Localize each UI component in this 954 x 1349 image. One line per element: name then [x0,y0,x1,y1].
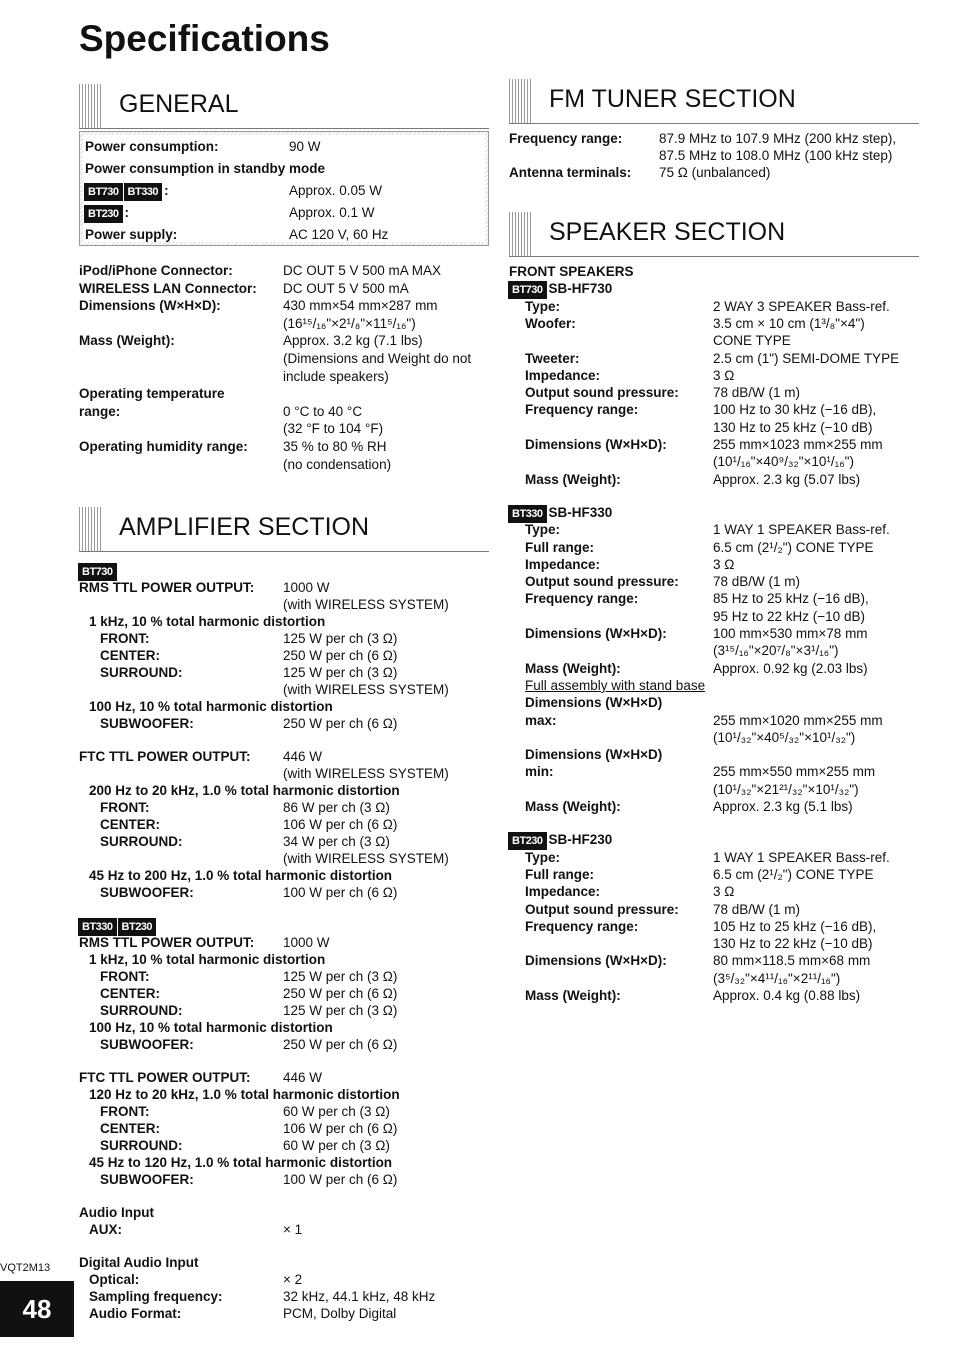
spec-label: AUX: [89,1222,122,1237]
spec-label: Dimensions (W×H×D) [525,747,663,763]
spec-value: include speakers) [283,368,389,384]
spec-value: 3 Ω [713,367,735,383]
model-badge-row [509,280,612,298]
badge-bt330: BT330 [509,506,546,522]
spec-value: 60 W per ch (3 Ω) [283,1138,390,1153]
spec-label: SURROUND: [100,834,183,849]
spec-value: 2.5 cm (1") SEMI-DOME TYPE [713,350,900,366]
spec-label: Audio Input [79,1205,154,1220]
spec-value: 446 W [283,1070,323,1085]
spec-label: Frequency range: [525,402,639,418]
badge-bt330: BT330 [79,919,116,935]
spec-value: Approx. 3.2 kg (7.1 lbs) [283,333,423,349]
spec-value: 255 mm×550 mm×255 mm [713,764,876,780]
spec-label: SUBWOOFER: [100,1037,194,1052]
spec-value: 130 Hz to 22 kHz (−10 dB) [713,936,873,952]
heading-bar-decoration [79,84,103,128]
spec-label: Mass (Weight): [79,333,175,349]
spec-label: Sampling frequency: [89,1289,223,1304]
spec-label: Woofer: [525,315,576,331]
badge-bt230: BT230 [509,833,546,849]
spec-value: 125 W per ch (3 Ω) [283,631,398,646]
badge-bt730: BT730 [85,184,122,200]
spec-value: (Dimensions and Weight do not [283,351,472,366]
heading-bar-decoration [79,507,103,551]
spec-value: Approx. 0.4 kg (0.88 lbs) [713,988,861,1003]
spec-value: × 1 [283,1222,303,1237]
general-heading [79,84,489,129]
spec-label: 1 kHz, 10 % total harmonic distortion [89,952,326,967]
spec-value: 125 W per ch (3 Ω) [283,665,398,680]
spec-label: Full range: [525,539,595,555]
spec-label: Mass (Weight): [525,988,621,1003]
badge-bt230: BT230 [119,919,156,935]
spec-value: 1 WAY 1 SPEAKER Bass-ref. [713,849,890,865]
spec-label: Optical: [89,1272,140,1287]
spec-value: 100 Hz to 30 kHz (−16 dB), [713,402,877,418]
spec-label: Impedance: [525,884,601,900]
fm-tuner-heading-text: FM TUNER SECTION [549,85,796,113]
spec-label: FRONT: [100,631,150,646]
spec-label: Mass (Weight): [525,799,621,814]
spec-value: 250 W per ch (6 Ω) [283,1037,398,1052]
spec-value: PCM, Dolby Digital [283,1306,397,1321]
spec-value: 95 Hz to 22 kHz (−10 dB) [713,608,865,624]
model-badge-row [79,917,158,935]
spec-value: 78 dB/W (1 m) [713,574,801,590]
spec-label: FRONT: [100,800,150,815]
spec-label: SURROUND: [100,665,183,680]
spec-label: Tweeter: [525,350,580,366]
spec-value: 85 Hz to 25 kHz (−16 dB), [713,591,869,607]
fm-tuner-heading [509,79,919,124]
spec-label: 45 Hz to 200 Hz, 1.0 % total harmonic distortion [89,868,393,883]
spec-label: SUBWOOFER: [100,716,194,731]
spec-value: × 2 [283,1272,303,1287]
spec-label: 45 Hz to 120 Hz, 1.0 % total harmonic distortion [89,1155,393,1170]
spec-value: (with WIRELESS SYSTEM) [283,682,449,697]
spec-value: 3 Ω [713,884,735,900]
badge-bt730: BT730 [509,282,546,298]
spec-label: Dimensions (W×H×D) [525,695,663,711]
spec-value: (3⁵/₃₂"×4¹¹/₁₆"×2¹¹/₁₆") [713,970,841,986]
spec-value: 250 W per ch (6 Ω) [283,986,398,1001]
spec-value: 125 W per ch (3 Ω) [283,969,398,984]
spec-label: range: [79,403,121,419]
model-badge-row [509,831,612,849]
model-badge-row [509,504,612,522]
spec-label: SUBWOOFER: [100,1172,194,1187]
spec-value: 86 W per ch (3 Ω) [283,800,390,815]
spec-value: DC OUT 5 V 500 mA MAX [283,263,442,278]
spec-value: CONE TYPE [713,333,791,349]
spec-label: SURROUND: [100,1138,183,1153]
spec-value: 78 dB/W (1 m) [713,901,801,917]
spec-value: 105 Hz to 25 kHz (−16 dB), [713,918,877,934]
spec-value: 80 mm×118.5 mm×68 mm [713,953,871,969]
spec-value: Approx. 2.3 kg (5.07 lbs) [713,471,861,487]
spec-value: 3 Ω [713,556,735,572]
spec-label: Output sound pressure: [525,574,679,590]
spec-value: 255 mm×1020 mm×255 mm [713,712,883,728]
spec-label: Antenna terminals: [509,165,632,180]
spec-label: Dimensions (W×H×D): [79,298,221,314]
spec-value: 100 mm×530 mm×78 mm [713,626,868,641]
badge-bt230: BT230 [85,206,122,222]
spec-label: CENTER: [100,1121,160,1136]
heading-bar-decoration [509,212,533,256]
spec-label: RMS TTL POWER OUTPUT: [79,935,255,950]
spec-label: 200 Hz to 20 kHz, 1.0 % total harmonic distortion [89,783,400,798]
spec-label: Dimensions (W×H×D): [525,953,667,969]
spec-label: Mass (Weight): [525,660,621,676]
spec-value: 0 °C to 40 °C [283,403,363,419]
amplifier-heading-text: AMPLIFIER SECTION [119,513,370,541]
power-supply-label: Power supply: [85,227,178,242]
spec-label: Impedance: [525,367,601,383]
spec-value: (with WIRELESS SYSTEM) [283,597,449,612]
spec-value: 60 W per ch (3 Ω) [283,1104,390,1119]
spec-label: min: [525,764,554,780]
spec-label: FRONT SPEAKERS [509,264,634,279]
spec-value: 87.9 MHz to 107.9 MHz (200 kHz step), [659,131,897,146]
spec-label: Operating temperature [79,386,225,402]
spec-value: (with WIRELESS SYSTEM) [283,766,449,781]
spec-label: iPod/iPhone Connector: [79,263,233,278]
spec-label: Dimensions (W×H×D): [525,437,667,452]
spec-value: (32 °F to 104 °F) [283,421,384,437]
spec-value: (16¹⁵/₁₆"×2¹/₈"×11⁵/₁₆") [283,315,416,331]
spec-label: Impedance: [525,556,601,572]
spec-label: Output sound pressure: [525,901,679,917]
standby-label: Power consumption in standby mode [85,161,326,176]
spec-value: DC OUT 5 V 500 mA [283,280,409,296]
spec-value: 130 Hz to 25 kHz (−10 dB) [713,419,873,435]
spec-value: (no condensation) [283,456,392,472]
spec-value: 6.5 cm (2¹/₂") CONE TYPE [713,866,874,882]
speaker-heading [509,212,919,257]
amplifier-heading [79,507,489,552]
spec-value: 32 kHz, 44.1 kHz, 48 kHz [283,1289,436,1304]
assembly-subheading: Full assembly with stand base [525,677,706,693]
spec-label: Output sound pressure: [525,385,679,401]
spec-value: 6.5 cm (2¹/₂") CONE TYPE [713,539,874,555]
spec-label: Full range: [525,866,595,882]
badge-bt330: BT330 [125,184,162,200]
spec-value: 78 dB/W (1 m) [713,385,801,401]
badge-bt730: BT730 [79,564,116,580]
power-consumption-value: 90 W [289,139,321,154]
spec-label: SURROUND: [100,1003,183,1018]
spec-label: 100 Hz, 10 % total harmonic distortion [89,1020,333,1035]
spec-value: 34 W per ch (3 Ω) [283,834,390,849]
spec-label: Frequency range: [509,131,623,146]
spec-label: Audio Format: [89,1306,182,1321]
spec-value: 35 % to 80 % RH [283,439,387,454]
spec-value: 100 W per ch (6 Ω) [283,1172,398,1187]
general-power-box-inner [83,135,485,242]
heading-bar-decoration [509,79,533,123]
spec-label: CENTER: [100,986,160,1001]
general-heading-text: GENERAL [119,90,239,118]
model-badge-row [79,562,119,580]
spec-label: SUBWOOFER: [100,885,194,900]
spec-value: 430 mm×54 mm×287 mm [283,298,438,314]
spec-label: CENTER: [100,817,160,832]
model-code: VQT2M13 [0,1262,51,1274]
spec-value: 87.5 MHz to 108.0 MHz (100 kHz step) [659,148,893,163]
spec-label: Type: [525,522,561,538]
speaker-model-name: SB-HF230 [548,832,613,848]
speaker-heading-text: SPEAKER SECTION [549,218,786,246]
spec-value: 1000 W [283,580,330,595]
spec-value: 3.5 cm × 10 cm (1³/₈"×4") [713,315,865,331]
page-number: 48 [0,1281,74,1337]
spec-label: 100 Hz, 10 % total harmonic distortion [89,699,333,714]
spec-value: (with WIRELESS SYSTEM) [283,851,449,866]
spec-label: Mass (Weight): [525,471,621,487]
spec-value: 125 W per ch (3 Ω) [283,1003,398,1018]
spec-label: WIRELESS LAN Connector: [79,280,257,296]
spec-value: Approx. 0.92 kg (2.03 lbs) [713,660,868,676]
power-supply-value: AC 120 V, 60 Hz [289,227,389,242]
spec-label: 120 Hz to 20 kHz, 1.0 % total harmonic distortion [89,1087,400,1102]
spec-value: 106 W per ch (6 Ω) [283,1121,398,1136]
spec-value: 106 W per ch (6 Ω) [283,817,398,832]
speaker-model-name: SB-HF330 [548,504,613,520]
spec-label: Frequency range: [525,918,639,934]
spec-value: 75 Ω (unbalanced) [659,165,771,180]
spec-value: 2 WAY 3 SPEAKER Bass-ref. [713,298,890,314]
spec-value: (10¹/₁₆"×40⁹/₃₂"×10¹/₁₆") [713,454,854,470]
spec-value: Approx. 2.3 kg (5.1 lbs) [713,799,853,814]
spec-value: 100 W per ch (6 Ω) [283,885,398,900]
spec-label: FTC TTL POWER OUTPUT: [79,749,251,764]
standby-730-330-value: Approx. 0.05 W [289,183,383,198]
spec-value: 255 mm×1023 mm×255 mm [713,437,883,452]
spec-label: RMS TTL POWER OUTPUT: [79,580,255,595]
page-title: Specifications [79,18,330,59]
standby-230-badges: BT230 : [85,204,129,222]
spec-label: max: [525,712,557,728]
power-consumption-label: Power consumption: [85,139,219,154]
spec-label: Digital Audio Input [79,1255,199,1270]
spec-label: CENTER: [100,648,160,663]
spec-label: Operating humidity range: [79,439,248,454]
spec-label: FRONT: [100,969,150,984]
spec-label: Dimensions (W×H×D): [525,626,667,641]
spec-value: 446 W [283,749,323,764]
spec-value: 250 W per ch (6 Ω) [283,716,398,731]
spec-value: 250 W per ch (6 Ω) [283,648,398,663]
spec-value: 1 WAY 1 SPEAKER Bass-ref. [713,522,890,538]
standby-230-value: Approx. 0.1 W [289,205,375,220]
spec-label: 1 kHz, 10 % total harmonic distortion [89,614,326,629]
spec-label: FRONT: [100,1104,150,1119]
spec-label: Frequency range: [525,591,639,607]
spec-label: FTC TTL POWER OUTPUT: [79,1070,251,1085]
speaker-model-name: SB-HF730 [548,281,613,297]
general-power-box [79,131,489,246]
spec-label: Type: [525,298,561,314]
standby-730-330-badges: BT730 BT330 : [85,182,169,200]
spec-label: Type: [525,849,561,865]
spec-value: (10¹/₃₂"×40⁵/₃₂"×10¹/₃₂") [713,729,856,745]
spec-value: (3¹⁵/₁₆"×20⁷/₈"×3¹/₁₆") [713,643,839,659]
spec-value: (10¹/₃₂"×21²¹/₃₂"×10¹/₃₂") [713,781,859,797]
spec-value: 1000 W [283,935,330,950]
